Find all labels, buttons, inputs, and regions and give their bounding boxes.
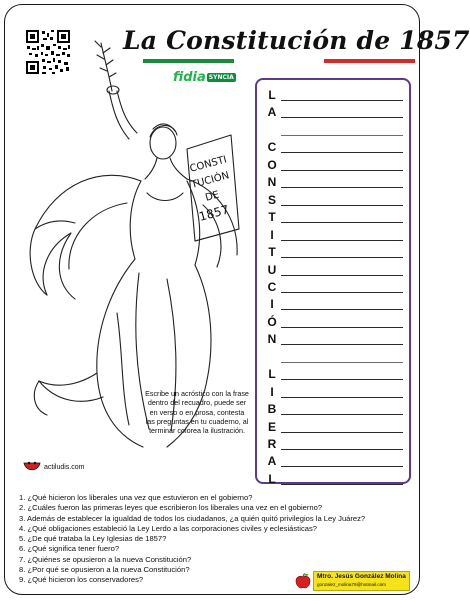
acrostic-row	[257, 206, 409, 225]
acrostic-row	[257, 101, 409, 120]
acrostic-letter: I	[270, 227, 274, 242]
brand-logo-text: fidia	[173, 69, 206, 85]
question-item: 9. ¿Qué hicieron los conservadores?	[19, 575, 144, 585]
question-item: 7. ¿Quiénes se opusieron a la nueva Constitución?	[19, 554, 192, 564]
acrostic-letter: B	[267, 402, 277, 417]
acrostic-letter: U	[267, 262, 277, 277]
acrostic-letter: A	[267, 105, 277, 120]
acrostic-row	[257, 468, 409, 487]
acrostic-letter: N	[267, 175, 277, 190]
acrostic-letter: L	[268, 88, 276, 102]
apple-icon	[295, 573, 311, 589]
acrostic-row	[257, 328, 409, 347]
acrostic-row	[257, 189, 409, 208]
smiley-icon	[23, 461, 41, 473]
acrostic-letter: I	[270, 384, 274, 399]
acrostic-row	[257, 241, 409, 260]
question-item: 2. ¿Cuáles fueron las primeras leyes que escribieron los liberales una vez en el gobierno?	[19, 503, 323, 513]
acrostic-box	[255, 78, 411, 484]
question-item: 6. ¿Qué significa tener fuero?	[19, 544, 120, 554]
site-label: actiludis.com	[44, 463, 85, 471]
page-title: La Constitución de 1857	[123, 26, 470, 55]
acrostic-letter: L	[268, 367, 276, 382]
acrostic-letter: L	[268, 471, 276, 486]
acrostic-row	[257, 416, 409, 435]
acrostic-row	[257, 276, 409, 295]
acrostic-row	[257, 450, 409, 469]
author-email: gonzalez_molina79@hotmail.com	[317, 582, 387, 587]
acrostic-row	[257, 154, 409, 173]
acrostic-letter: N	[267, 332, 277, 347]
question-item: 5. ¿De qué trataba la Ley Iglesias de 1857?	[19, 534, 167, 544]
acrostic-letter: I	[270, 297, 274, 312]
acrostic-letter: T	[268, 245, 276, 260]
acrostic-row	[257, 136, 409, 155]
acrostic-row	[257, 346, 409, 365]
instructions-text: Escribe un acróstico con la frase dentro del recuadro, puede ser en verso o en prosa, contesta las preguntas en tu cuaderno, al terminar colorea la ilustración.	[145, 389, 249, 436]
flag-red-band	[324, 59, 415, 63]
author-card	[313, 571, 410, 591]
question-item: 3. Además de establecer la igualdad de todos los ciudadanos, ¿a quién quitó privilegios la Ley Juárez?	[19, 513, 366, 523]
acrostic-row	[257, 84, 409, 103]
flag-white-band	[234, 59, 325, 63]
acrostic-row	[257, 119, 409, 138]
acrostic-letter: O	[267, 157, 277, 172]
acrostic-row	[257, 224, 409, 243]
author-credit	[295, 571, 410, 591]
tablet-text-line-3: DE	[204, 189, 221, 204]
acrostic-row	[257, 398, 409, 417]
acrostic-letter: C	[267, 140, 277, 155]
acrostic-letter: E	[267, 419, 276, 434]
acrostic-row	[257, 293, 409, 312]
acrostic-row	[257, 259, 409, 278]
worksheet-page	[4, 4, 470, 595]
site-credit	[23, 461, 84, 473]
question-item: 1. ¿Qué hicieron los liberales una vez que estuvieron en el gobierno?	[19, 493, 253, 502]
question-item: 8. ¿Por qué se opusieron a la nueva Constitución?	[19, 565, 190, 575]
acrostic-row	[257, 381, 409, 400]
answer-line[interactable]	[281, 484, 403, 485]
tablet-text-line-1: CONSTI	[188, 154, 229, 175]
question-item: 4. ¿Qué obligaciones estableció la Ley Lerdo a las corporaciones civiles y eclesiásticas?	[19, 523, 318, 533]
acrostic-letter: C	[267, 279, 277, 294]
brand-tag: SYNCIA	[208, 73, 234, 81]
acrostic-letter: R	[267, 437, 277, 451]
acrostic-row	[257, 433, 409, 452]
author-name: Mtro. Jesús González Molina	[317, 573, 406, 580]
acrostic-row	[257, 311, 409, 330]
acrostic-row	[257, 363, 409, 382]
acrostic-letter: A	[267, 454, 277, 469]
acrostic-letter: Ó	[267, 314, 277, 329]
acrostic-letter: S	[267, 192, 276, 207]
acrostic-row	[257, 171, 409, 190]
tablet-text-line-4: 1857	[197, 202, 231, 224]
tablet-text-line-2: TUCIÓN	[190, 170, 231, 191]
acrostic-letter: T	[268, 210, 276, 225]
